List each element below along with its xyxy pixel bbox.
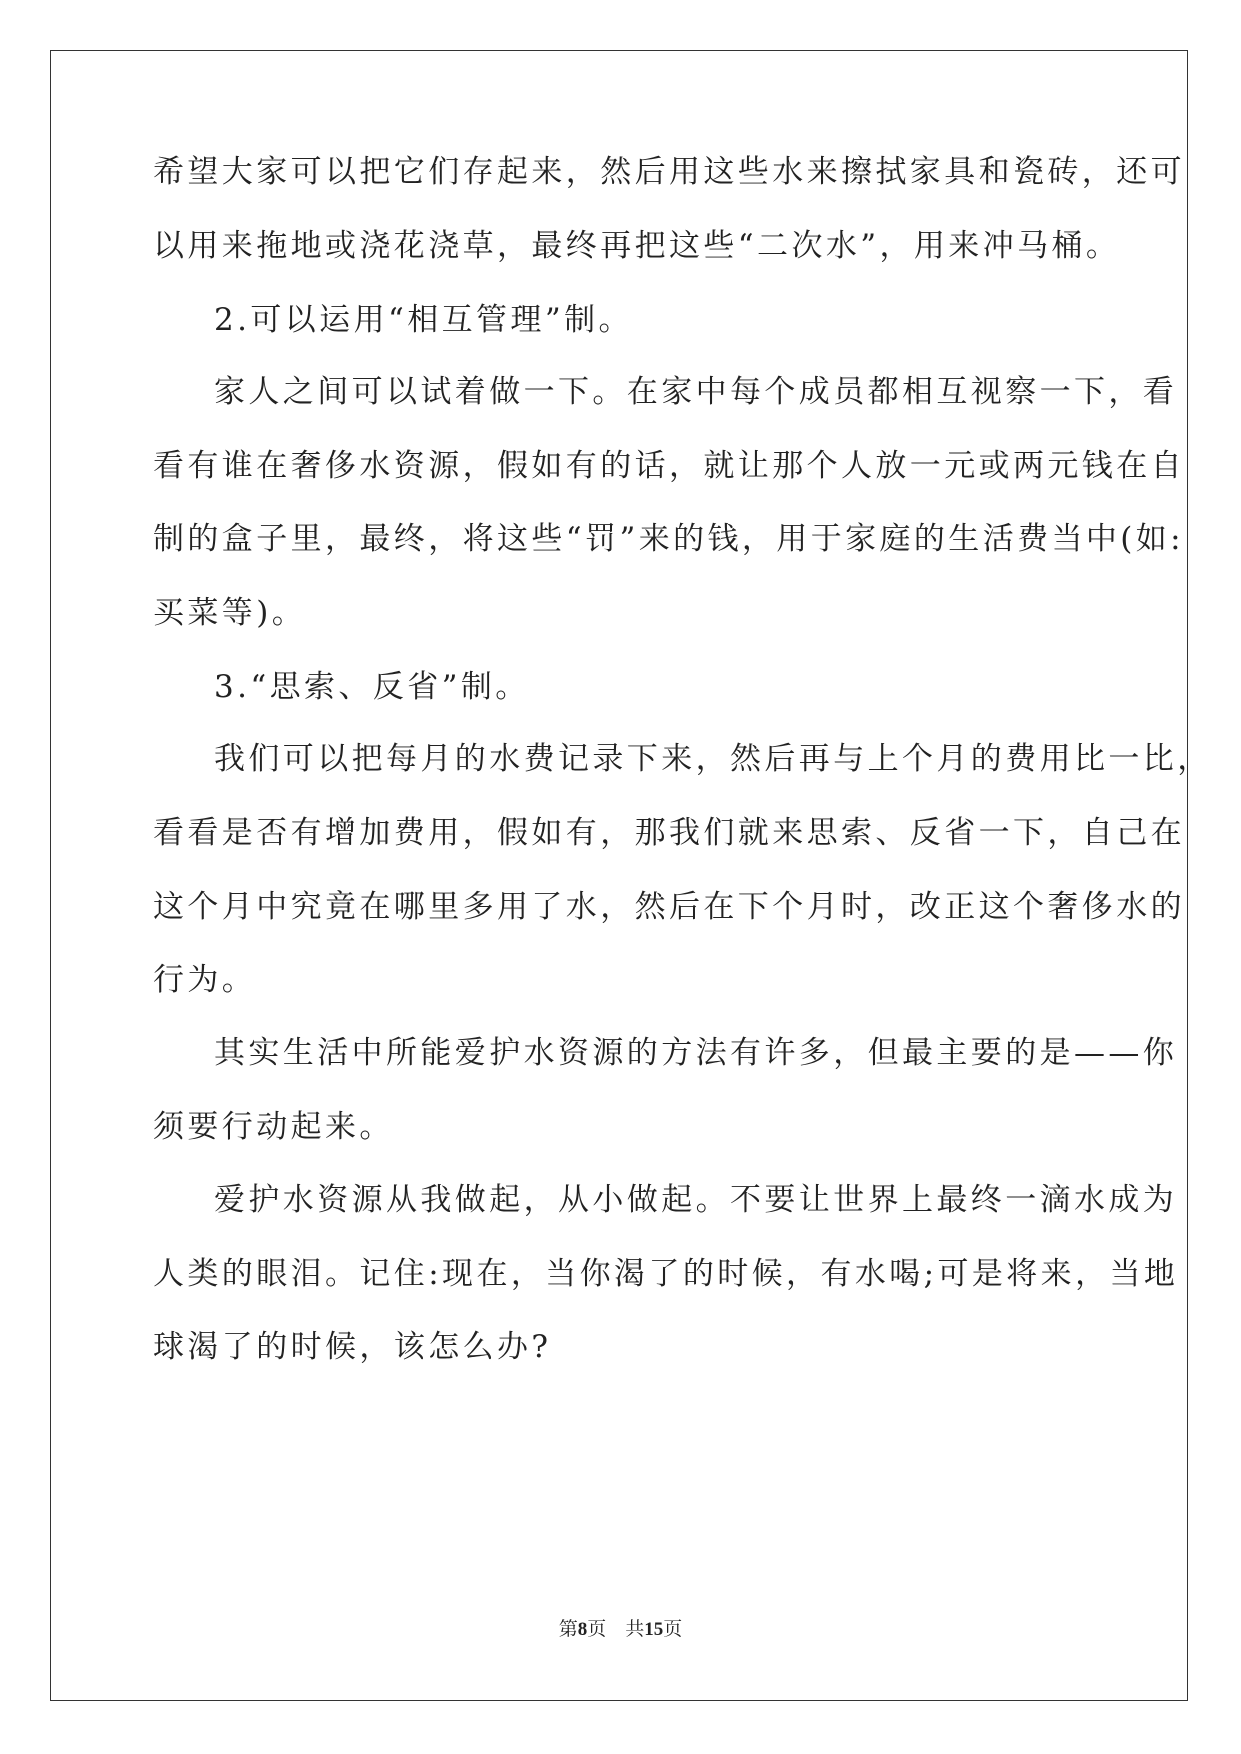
paragraph-line: 希望大家可以把它们存起来，然后用这些水来擦拭家具和瓷砖，还可 — [153, 154, 1185, 190]
paragraph-line: 买菜等)。 — [153, 595, 307, 631]
paragraph-line: 看看是否有增加费用，假如有，那我们就来思索、反省一下，自己在 — [153, 815, 1185, 851]
paragraph-line: 人类的眼泪。记住:现在，当你渴了的时候，有水喝;可是将来，当地 — [153, 1256, 1179, 1292]
paragraph-line: 我们可以把每月的水费记录下来，然后再与上个月的费用比一比， — [214, 741, 1212, 777]
paragraph-line: 看有谁在奢侈水资源，假如有的话，就让那个人放一元或两元钱在自 — [153, 448, 1185, 484]
paragraph-line: 以用来拖地或浇花浇草，最终再把这些“二次水”，用来冲马桶。 — [153, 228, 1121, 264]
total-page-number: 15 — [644, 1619, 664, 1640]
paragraph-line: 球渴了的时候，该怎么办? — [153, 1329, 552, 1365]
paragraph-line: 制的盒子里，最终，将这些“罚”来的钱，用于家庭的生活费当中(如: — [153, 521, 1185, 557]
paragraph-line: 其实生活中所能爱护水资源的方法有许多，但最主要的是——你 — [214, 1035, 1178, 1071]
paragraph-line: 家人之间可以试着做一下。在家中每个成员都相互视察一下，看 — [214, 374, 1178, 410]
paragraph-line: 这个月中究竟在哪里多用了水，然后在下个月时，改正这个奢侈水的 — [153, 889, 1185, 925]
footer-suffix: 页 — [663, 1618, 683, 1640]
footer-middle: 页 共 — [587, 1618, 645, 1640]
section-heading: 3.“思索、反省”制。 — [214, 669, 530, 705]
section-heading: 2.可以运用“相互管理”制。 — [214, 302, 633, 338]
current-page-number: 8 — [577, 1619, 588, 1640]
page-frame — [50, 50, 1188, 1701]
page-footer — [0, 1617, 1241, 1642]
footer-prefix: 第 — [558, 1618, 578, 1640]
paragraph-line: 爱护水资源从我做起，从小做起。不要让世界上最终一滴水成为 — [214, 1182, 1178, 1218]
paragraph-line: 须要行动起来。 — [153, 1109, 394, 1145]
paragraph-line: 行为。 — [153, 962, 257, 998]
